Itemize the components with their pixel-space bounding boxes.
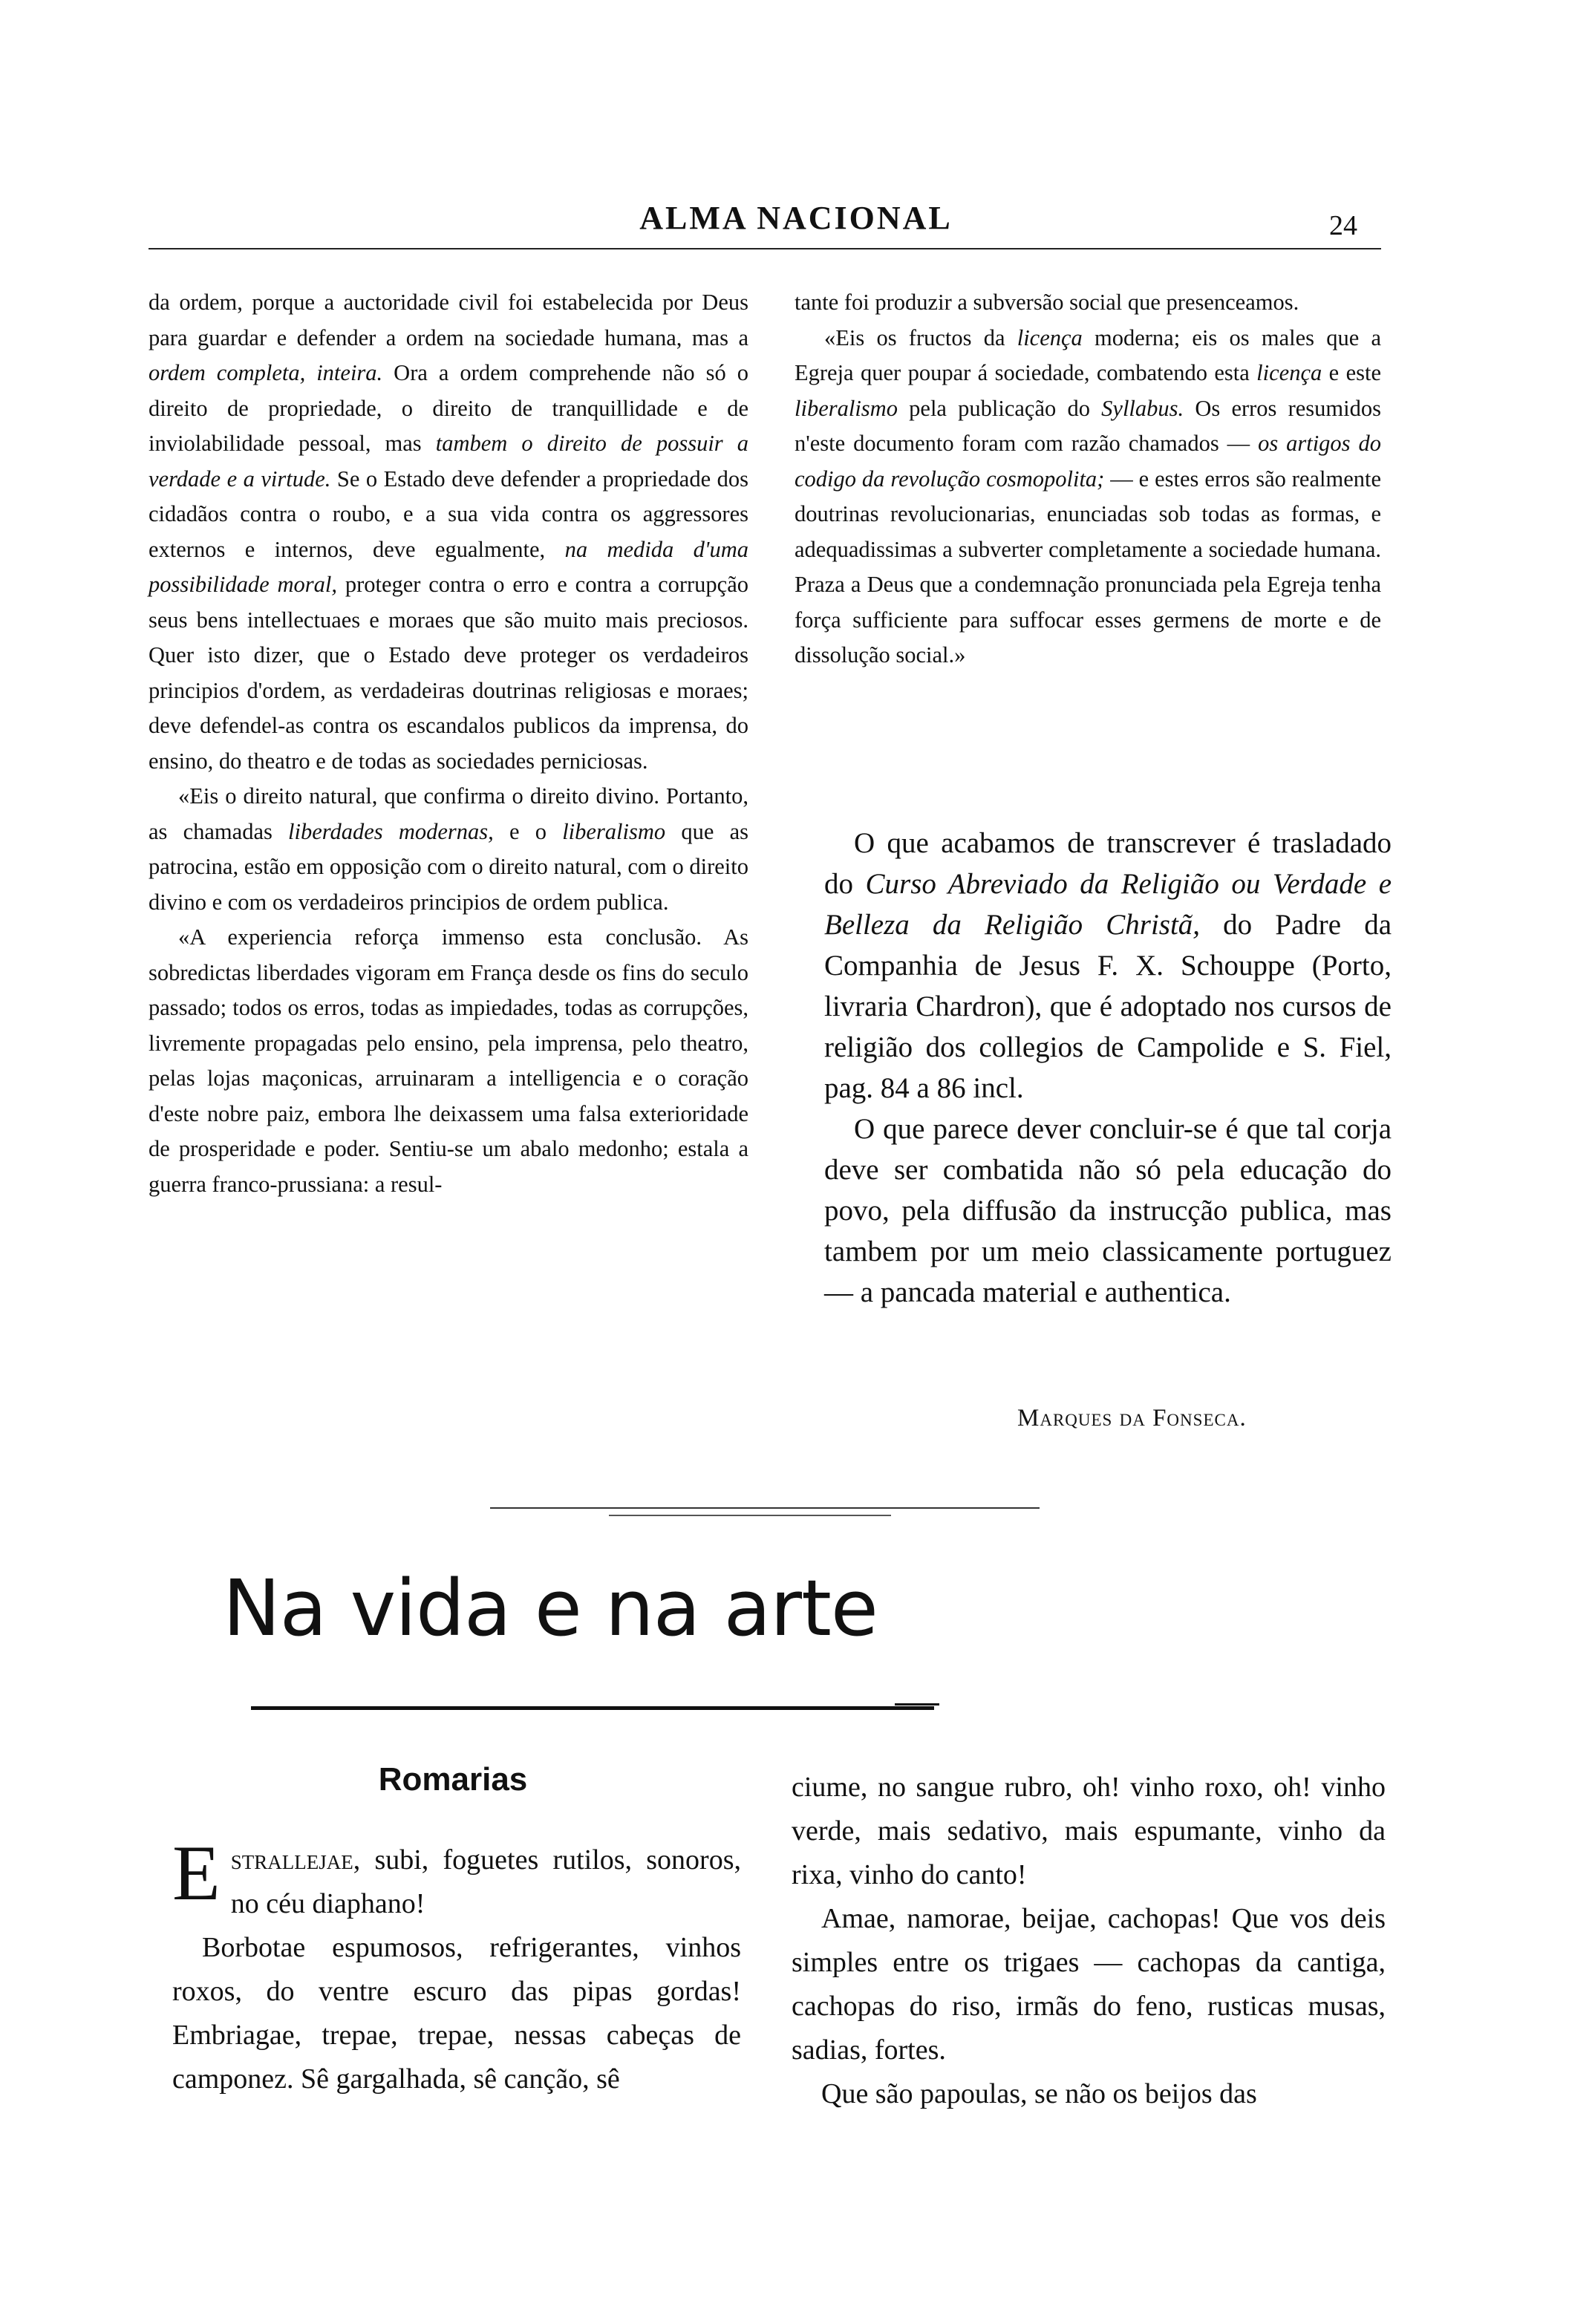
paragraph <box>795 321 1381 673</box>
text-run: e o <box>493 818 563 844</box>
paragraph <box>149 285 748 779</box>
section-title-rule <box>251 1706 934 1710</box>
text-run: pela publicação do <box>897 395 1102 421</box>
separator-rule <box>490 1507 1040 1509</box>
article-right-column <box>792 1766 1386 2116</box>
text-run: que as patrocina, estão em opposição com o direito natural, com o direito divino e com os verdadeiros principios de ordem publica. <box>149 818 748 915</box>
italic-run: tambem o direito de possuir a verdade e a virtude. <box>149 431 748 492</box>
author-signature: Marques da Fonseca. <box>1017 1405 1247 1432</box>
paragraph: Amae, namorae, beijae, cachopas! Que vos deis simples entre os trigaes — cachopas da cantiga, cachopas do riso, irmãs do feno, rusticas musas, sadias, fortes. <box>792 1903 1386 2066</box>
commentary-text <box>824 823 1392 1313</box>
paragraph: Borbotae espumosos, refrigerantes, vinhos roxos, do ventre escuro das pipas gordas! Embriagae, trepae, trepae, nessas cabeças de camponez. Sê gargalhada, sê canção, sê <box>172 1932 741 2095</box>
text-run: e este <box>1322 360 1381 385</box>
text-run: O que acabamos de transcrever é trasladado do <box>824 827 1392 900</box>
article-subtitle: Romarias <box>378 1761 528 1798</box>
text-run: Os erros resumidos n'este documento foram com razão chamados — <box>795 395 1381 456</box>
text-run: Se o Estado deve defender a propriedade dos cidadãos contra o roubo, e a sua vida contra os aggressores externos e internos, deve egualmente, <box>149 466 749 562</box>
lead-smallcaps: strallejae, <box>230 1844 361 1876</box>
paragraph <box>795 285 1381 321</box>
italic-run: Curso Abreviado da Religião ou Verdade e Belleza da Religião Christã, <box>824 868 1392 941</box>
italic-run: liberdades modernas, <box>288 818 494 844</box>
paragraph <box>824 1109 1392 1313</box>
section-title-rule <box>895 1703 939 1706</box>
text-run: «Eis o direito natural, que confirma o direito divino. Portanto, as chamadas <box>149 783 748 844</box>
left-column <box>149 285 748 1202</box>
text-run: «Eis os fructos da <box>824 324 1017 350</box>
paragraph: ciume, no sangue rubro, oh! vinho roxo, oh! vinho verde, mais sedativo, mais espumante, vinho da rixa, vinho do canto! <box>792 1772 1386 1890</box>
paragraph <box>149 920 748 1202</box>
article-left-column <box>172 1830 741 2101</box>
paragraph-text: subi, foguetes rutilos, sonoros, no céu diaphano! <box>230 1844 741 1919</box>
paragraph: Que são papoulas, se não os beijos das <box>821 2078 1257 2109</box>
italic-run: licença <box>1017 324 1083 350</box>
italic-run: na medida d'uma possibilidade moral, <box>149 536 748 597</box>
running-header-title: ALMA NACIONAL <box>639 200 953 236</box>
right-column <box>795 285 1381 673</box>
section-title: Na vida e na arte <box>223 1563 878 1654</box>
italic-run: liberalismo <box>795 395 898 421</box>
text-run: — e estes erros são realmente doutrinas revolucionarias, enunciadas sob todas as formas, e adequadissimas a subverter completamente a sociedade humana. Praza a Deus que a condemnação pronunciada pela Egreja tenha força sufficiente para suffocar esses germens de morte e de dissolução social.» <box>795 466 1381 668</box>
italic-run: liberalismo <box>562 818 666 844</box>
text-run: do Padre da Companhia de Jesus F. X. Schouppe (Porto, livraria Chardron), que é adoptado nos cursos de religião dos collegios de Campolide e S. Fiel, pag. 84 a 86 incl. <box>824 909 1392 1104</box>
italic-run: licença <box>1256 360 1322 385</box>
text-run: O que parece dever concluir-se é que tal corja deve ser combatida não só pela educação do povo, pela diffusão da instrucção publica, mas tambem por um meio classicamente portuguez — a pancada material e authentica. <box>824 1113 1392 1308</box>
paragraph <box>824 823 1392 1109</box>
text-run: Ora a ordem comprehende não só o direito de propriedade, o direito de tranquillidade e de inviolabilidade pessoal, mas <box>149 360 748 456</box>
text-run: tante foi produzir a subversão social que presenceamos. <box>795 290 1299 315</box>
page-number: 24 <box>1329 210 1357 241</box>
separator-rule <box>609 1515 891 1516</box>
drop-cap: E <box>172 1830 221 1916</box>
paragraph <box>172 1830 741 1926</box>
italic-run: os artigos do codigo da revolução cosmopolita; <box>795 431 1381 492</box>
text-run: da ordem, porque a auctoridade civil foi estabelecida por Deus para guardar e defender a ordem na sociedade humana, mas a <box>149 290 748 350</box>
italic-run: Syllabus. <box>1101 395 1184 421</box>
text-run: «A experiencia reforça immenso esta conclusão. As sobredictas liberdades vigoram em França desde os fins do seculo passado; todos os erros, todas as impiedades, todas as corrupções, livremente propagadas pelo ensino, pela imprensa, pelo theatro, pelas lojas maçonicas, arruinaram a intelligencia e o coração d'este nobre paiz, embora lhe deixassem uma falsa exterioridade de prosperidade e poder. Sentiu-se um abalo medonho; estala a guerra franco-prussiana: a resul- <box>149 924 748 1197</box>
paragraph <box>149 779 748 920</box>
text-run: moderna; eis os males que a Egreja quer poupar á sociedade, combatendo esta <box>795 324 1381 385</box>
italic-run: ordem completa, inteira. <box>149 360 383 385</box>
text-run: proteger contra o erro e contra a corrupção seus bens intellectuaes e moraes que são muito mais preciosos. Quer isto dizer, que o Estado deve proteger os verdadeiros principios d'ordem, as verdadeiras doutrinas religiosas e moraes; deve defendel-as contra os escandalos publicos da imprensa, do ensino, do theatro e de todas as sociedades perniciosas. <box>149 572 748 774</box>
header-rule <box>149 248 1381 249</box>
